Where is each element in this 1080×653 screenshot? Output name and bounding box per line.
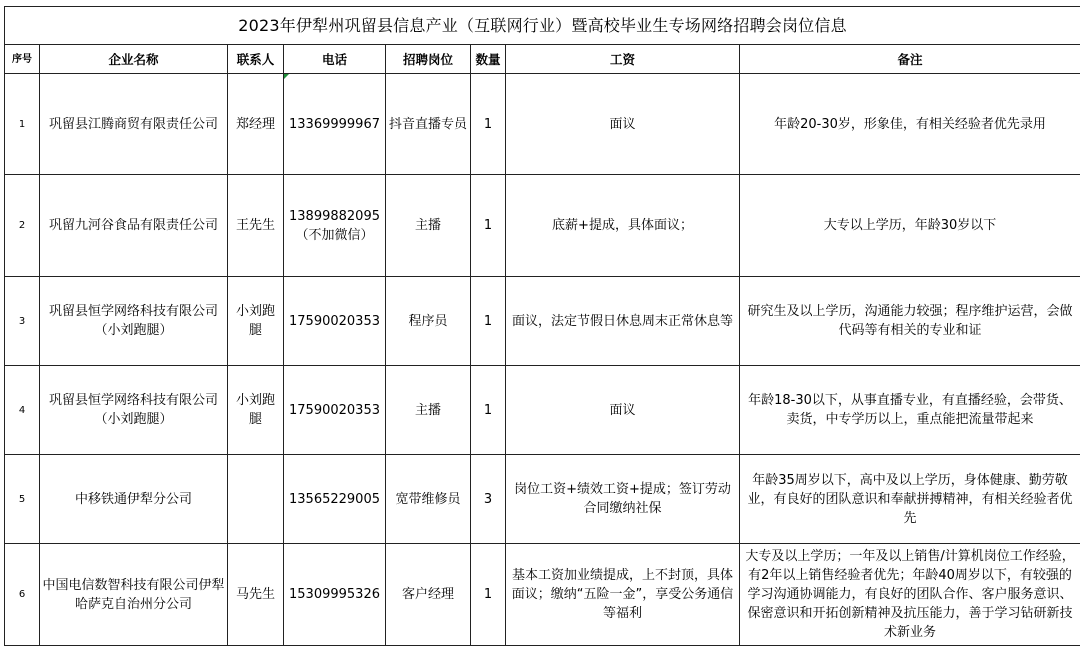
row-contact: [228, 455, 284, 544]
row-position: 主播: [386, 366, 471, 455]
row-note: 年龄20-30岁，形象佳，有相关经验者优先录用: [740, 74, 1080, 175]
table-row: [5, 366, 1080, 455]
row-company: 巩留县恒学网络科技有限公司（小刘跑腿）: [40, 277, 228, 366]
row-note: 年龄18-30以下，从事直播专业，有直播经验，会带货、卖货，中专学历以上，重点能把流量带起来: [740, 366, 1080, 455]
row-contact: 小刘跑腿: [228, 277, 284, 366]
header-salary: 工资: [506, 45, 740, 74]
row-count: 1: [471, 366, 506, 455]
header-company: 企业名称: [40, 45, 228, 74]
row-salary: 面议: [506, 74, 740, 175]
row-position: 宽带维修员: [386, 455, 471, 544]
table-row: [5, 74, 1080, 175]
row-seq: 6: [5, 544, 40, 646]
header-position: 招聘岗位: [386, 45, 471, 74]
table-row: [5, 277, 1080, 366]
row-phone: 15309995326: [284, 544, 386, 646]
row-count: 3: [471, 455, 506, 544]
row-company: 中国电信数智科技有限公司伊犁哈萨克自治州分公司: [40, 544, 228, 646]
row-note: 研究生及以上学历，沟通能力较强；程序维护运营，会做代码等有相关的专业和证: [740, 277, 1080, 366]
row-phone: 13369999967: [284, 74, 386, 175]
row-count: 1: [471, 544, 506, 646]
row-seq: 1: [5, 74, 40, 175]
row-contact: 马先生: [228, 544, 284, 646]
row-salary: 底薪+提成，具体面议；: [506, 175, 740, 277]
row-salary: 面议: [506, 366, 740, 455]
row-contact: 王先生: [228, 175, 284, 277]
header-count: 数量: [471, 45, 506, 74]
row-company: 巩留县江腾商贸有限责任公司: [40, 74, 228, 175]
row-position: 程序员: [386, 277, 471, 366]
table-row: [5, 455, 1080, 544]
row-salary: 岗位工资+绩效工资+提成；签订劳动合同缴纳社保: [506, 455, 740, 544]
header-row: [5, 45, 1080, 74]
row-position: 客户经理: [386, 544, 471, 646]
row-phone: 17590020353: [284, 277, 386, 366]
row-company: 巩留县恒学网络科技有限公司（小刘跑腿）: [40, 366, 228, 455]
header-contact: 联系人: [228, 45, 284, 74]
table-row: [5, 544, 1080, 646]
row-company: 中移铁通伊犁分公司: [40, 455, 228, 544]
table-title: 2023年伊犁州巩留县信息产业（互联网行业）暨高校毕业生专场网络招聘会岗位信息: [5, 7, 1080, 45]
row-position: 抖音直播专员: [386, 74, 471, 175]
table-row: [5, 175, 1080, 277]
header-phone: 电话: [284, 45, 386, 74]
header-seq: 序号: [5, 45, 40, 74]
row-position: 主播: [386, 175, 471, 277]
row-contact: 郑经理: [228, 74, 284, 175]
row-seq: 3: [5, 277, 40, 366]
row-note: 大专以上学历，年龄30岁以下: [740, 175, 1080, 277]
header-note: 备注: [740, 45, 1080, 74]
row-count: 1: [471, 74, 506, 175]
row-note: 大专及以上学历；一年及以上销售/计算机岗位工作经验，有2年以上销售经验者优先；年龄40周岁以下，有较强的学习沟通协调能力，有良好的团队合作、客户服务意识、保密意识和开拓创新精神及抗压能力，善于学习钻研新技术新业务: [740, 544, 1080, 646]
row-seq: 2: [5, 175, 40, 277]
row-company: 巩留九河谷食品有限责任公司: [40, 175, 228, 277]
row-seq: 4: [5, 366, 40, 455]
row-phone: 13565229005: [284, 455, 386, 544]
row-note: 年龄35周岁以下，高中及以上学历，身体健康、勤劳敬业，有良好的团队意识和奉献拼搏精神，有相关经验者优先: [740, 455, 1080, 544]
row-seq: 5: [5, 455, 40, 544]
row-salary: 面议，法定节假日休息周末正常休息等: [506, 277, 740, 366]
row-phone: 13899882095（不加微信）: [284, 175, 386, 277]
row-count: 1: [471, 175, 506, 277]
row-phone: 17590020353: [284, 366, 386, 455]
row-contact: 小刘跑腿: [228, 366, 284, 455]
row-salary: 基本工资加业绩提成，上不封顶，具体面议；缴纳“五险一金”，享受公务通信等福利: [506, 544, 740, 646]
row-count: 1: [471, 277, 506, 366]
job-table: [4, 6, 1080, 646]
